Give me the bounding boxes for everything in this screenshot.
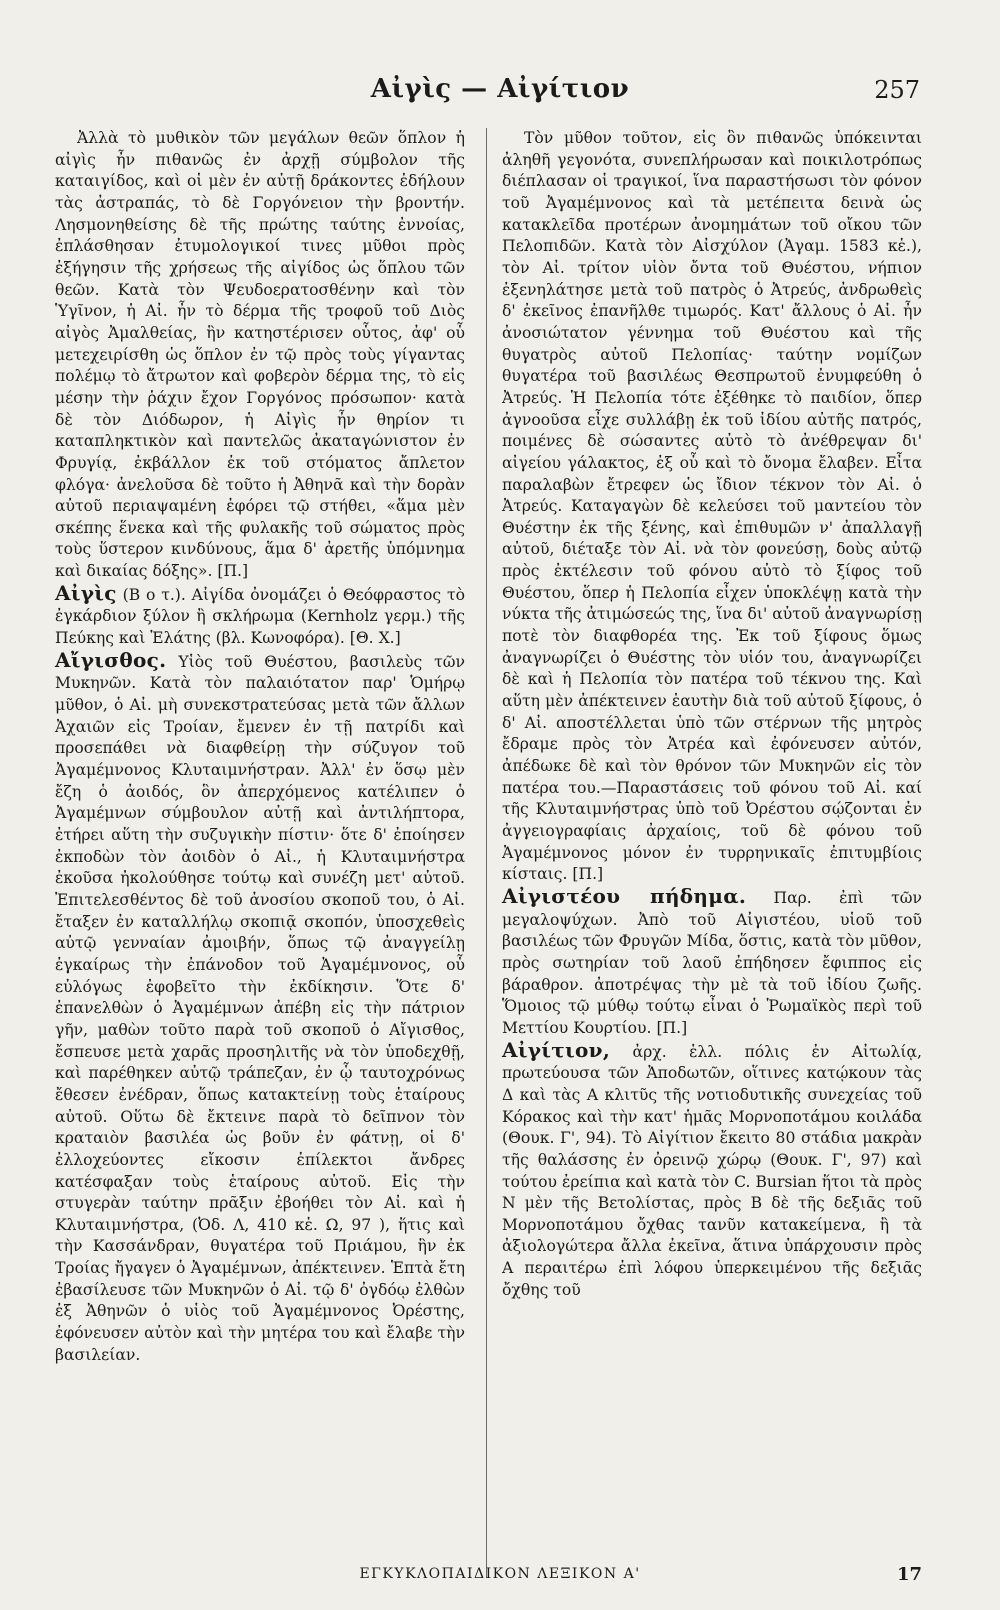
headword: Αἰγιστέου πήδημα. (502, 883, 747, 908)
entry-aegisteou-pedema (502, 883, 922, 1040)
aegis-paragraph: Ἀλλὰ τὸ μυθικὸν τῶν μεγάλων θεῶν ὅπλον ἡ αἰγὶς ἦν πιθανῶς ἐν ἀρχῇ σύμβολον τῆς καταιγίδος, καὶ οἱ μὲν ἐν αὐτῇ δράκοντες ἐδήλουν τὰς ἀστραπάς, τὸ δὲ Γοργόνειον τὴν βροντήν. Λησμονηθείσης δὲ τῆς πρώτης ταύτης ἐννοίας, ἐπλάσθησαν ἐτυμολογικοί τινες μῦθοι πρὸς ἐξήγησιν τῆς χρήσεως τῆς αἰγίδος ὡς ὅπλου τῶν θεῶν. Κατὰ τὸν Ψευδοερατοσθένην καὶ τὸν Ὑγῖνον, ἡ Αἰ. ἦν τὸ δέρμα τῆς τροφοῦ τοῦ Διὸς αἰγὸς Ἀμαλθείας, ἣν κατηστέρισεν οὗτος, ἀφ' οὗ μετεχειρίσθη ὡς ὅπλον ἐν τῷ πρὸς τοὺς γίγαντας πολέμῳ τὸ ἄτρωτον καὶ φοβερὸν δέρμα της, τὸ εἰς μέσην τὴν ῥάχιν ἔχον Γοργόνος πρόσωπον· κατὰ δὲ τὸν Διόδωρον, ἡ Αἰγὶς ἦν θηρίον τι καταπληκτικὸν καὶ παντελῶς ἀκαταγώνιστον ἐν Φρυγίᾳ, ἐκβάλλον ἐκ τοῦ στόματος ἄπλετον φλόγα· ἀνελοῦσα δὲ τοῦτο ἡ Ἀθηνᾶ καὶ τὴν δορὰν αὐτοῦ περιαψαμένη ἐφόρει τῷ στήθει, «ἅμα μὲν σκέπης ἕνεκα καὶ τῆς φυλακῆς τοῦ σώματος πρὸς τοὺς ὕστερον κινδύνους, ἅμα δ' ἀρετῆς ὑπόμνημα καὶ δικαίας δόξης». [Π.] (55, 129, 465, 581)
entry-text: Παρ. ἐπὶ τῶν μεγαλοψύχων. Ἀπὸ τοῦ Αἰγιστέου, υἱοῦ τοῦ βασιλέως τῶν Φρυγῶν Μίδα, ὅστις, κατὰ τὸν μῦθον, πρὸς σωτηρίαν τοῦ λαοῦ ἐπήδησεν ἔφιππος εἰς βάραθρον. ἀποτρέψας τὴν μὲ τὰ τοῦ ἰδίου ζωῆς. Ὅμοιος τῷ μύθῳ τούτῳ εἶναι ὁ Ῥωμαϊκὸς περὶ τοῦ Μεττίου Κουρτίου. [Π.] (502, 888, 922, 1037)
headword: Αἴγισθος. (55, 647, 167, 672)
page-number: 257 (874, 76, 920, 104)
entry-aegitium (502, 1037, 922, 1302)
entry-text: (Β ο τ.). Αἰγίδα ὀνομάζει ὁ Θεόφραστος τὸ ἐγκάρδιον ξύλον ἢ σκλήρωμα (Kernholz γερμ.) τῆς Πεύκης καὶ Ἐλάτης (βλ. Κωνοφόρα). [Θ. Χ.] (55, 585, 465, 648)
footer-title: ΕΓΚΥΚΛΟΠΑΙΔΙΚΟΝ ΛΕΞΙΚΟΝ Α' (359, 1566, 641, 1582)
aegisthus-continued-paragraph: Τὸν μῦθον τοῦτον, εἰς ὃν πιθανῶς ὑπόκεινται ἀληθῆ γεγονότα, συνεπλήρωσαν καὶ ποικιλοτρόπως διέπλασαν οἱ τραγικοί, ἵνα παραστήσωσι τὸν φόνον τοῦ Ἀγαμέμνονος καὶ τὰ μετέπειτα δεινὰ ὡς κατακλεῖδα προτέρων ἀνομημάτων τοῦ οἴκου τῶν Πελοπιδῶν. Κατὰ τὸν Αἰσχύλον (Ἀγαμ. 1583 κἑ.), τὸν Αἰ. τρίτον υἱὸν ὄντα τοῦ Θυέστου, νήπιον ἐξενηλάτησε μετὰ τοῦ πατρὸς ὁ Ἀτρεύς, ἀνδρωθεὶς δ' ἐκεῖνος ἐπανῆλθε τιμωρός. Κατ' ἄλλους ὁ Αἰ. ἦν ἀνοσιώτατον γέννημα τοῦ Θυέστου καὶ τῆς θυγατρὸς αὐτοῦ Πελοπίας· ταύτην νομίζων θυγατέρα τοῦ βασιλέως Θεσπρωτοῦ ἐνυμφεύθη ὁ Ἀτρεύς. Ἡ Πελοπία τότε ἐξέθηκε τὸ παιδίον, ὅπερ ἀγνοοῦσα εἶχε συλλάβῃ ἐκ τοῦ ἰδίου αὐτῆς πατρός, ποιμένες δὲ σώσαντες αὐτὸ τὸ ἀνέθρεψαν δι' αἰγείου γάλακτος, ἐξ οὗ καὶ τὸ ὄνομα ἔλαβεν. Εἶτα παραλαβὼν ἔτρεφεν ὡς ἴδιον τέκνον τὸν Αἰ. ὁ Ἀτρεύς. Καταγαγὼν δὲ κελεύσει τοῦ μαντείου τὸν Θυέστην ἐκ τῆς ξένης, καὶ ἐπιθυμῶν ν' ἀπαλλαγῇ αὐτοῦ, διέταξε τὸν Αἰ. νὰ τὸν φονεύσῃ, δοὺς αὐτῷ πρὸς ἐκτέλεσιν τοῦ φόνου αὐτὸ τὸ ξίφος τοῦ Θυέστου, ὅπερ ἡ Πελοπία εἶχεν ὑποκλέψῃ κατὰ τὴν νύκτα τῆς ἀτιμώσεώς της, ἵνα δι' αὐτοῦ ἀναγνωρίσῃ ποτὲ τὸν διαφθορέα της. Ἐκ τοῦ ξίφους ὅμως ἀναγνωρίζει ὁ Θυέστης τὸν υἱόν του, ἀναγνωρίζει δὲ καὶ ἡ Πελοπία τὸν πατέρα τοῦ τέκνου της. Καὶ αὕτη μὲν ἀπέκτεινεν ἑαυτὴν διὰ τοῦ αὐτοῦ ξίφους, ὁ δ' Αἰ. αποστέλλεται ὑπὸ τῶν στέρνων τῆς μητρὸς ἔδραμε πρὸς τὸν Ἀτρέα καὶ ἐφόνευσεν αὐτόν, ἀπέδωκε δὲ καὶ τὸν θρόνον τῶν Μυκηνῶν εἰς τὸν πατέρα του.—Παραστάσεις τοῦ φόνου τοῦ Αἰ. καί τῆς Κλυταιμνήστρας ὑπὸ τοῦ Ὀρέστου σῴζονται ἐν ἀγγειογραφίαις ἀρχαίοις, τοῦ δὲ φόνου τοῦ Ἀγαμέμνονος μόνον ἐν τυρρηνικαῖς ἐπιτυμβίοις κίσταις. [Π.] (502, 129, 922, 884)
signature-mark: 17 (896, 1564, 922, 1585)
left-column (55, 128, 465, 1366)
running-head (0, 70, 1000, 110)
entry-aegis-botany (55, 580, 465, 650)
headword: Αἰγίτιον, (502, 1037, 611, 1062)
entry-aegisthus (55, 647, 465, 1367)
page-footer (0, 1560, 1000, 1590)
right-column (502, 128, 922, 1301)
entry-text: ἀρχ. ἑλλ. πόλις ἐν Αἰτωλίᾳ, πρωτεύουσα τῶν Ἀποδωτῶν, οἵτινες κατῴκουν τὰς Δ καὶ τὰς Α κλιτῦς τῆς νοτιοδυτικῆς συνεχείας τοῦ Κόρακος καὶ τὴν κατ' ἡμᾶς Μορνοποτάμου κοιλάδα (Θουκ. Γ', 94). Τὸ Αἰγίτιον ἔκειτο 80 στάδια μακρὰν τῆς θαλάσσης ἐν ὀρεινῷ χώρῳ (Θουκ. Γ', 97) καὶ τούτου ἐρείπια καὶ κατὰ τὸν C. Bursian ἥτοι τὰ πρὸς Ν μὲν τῆς Βετολίστας, πρὸς Β δὲ τῆς δεξιᾶς τοῦ Μορνοποτάμου ὄχθας τανῦν κατακείμενα, ἢ τὰ ἀξιολογώτερα ἄλλα ἐκεῖνα, ἅτινα ὑπάρχουσιν πρὸς Α περαιτέρω ἐπὶ λόφου ὑπερκειμένου τῆς δεξιᾶς ὄχθης τοῦ (502, 1042, 922, 1299)
running-title: Αἰγὶς — Αἰγίτιον (370, 74, 630, 104)
entry-text: Υἱὸς τοῦ Θυέστου, βασιλεὺς τῶν Μυκηνῶν. Κατὰ τὸν παλαιότατον παρ' Ὁμήρῳ μῦθον, ὁ Αἰ. μὴ συνεκστρατεύσας μετὰ τῶν ἄλλων Ἀχαιῶν εἰς Τροίαν, ἔμενεν ἐν τῇ πατρίδι καὶ προσεπάθει νὰ διαφθείρῃ τὴν σύζυγον τοῦ Ἀγαμέμνονος Κλυταιμνήστραν. Ἀλλ' ἐν ὅσῳ μὲν ἔζη ὁ ἀοιδός, ὃν ἀπερχόμενος κατέλιπεν ὁ Ἀγαμέμνων σύμβουλον αὐτῇ καὶ ἀντιλήπτορα, ἐτήρει αὕτη τὴν συζυγικὴν πίστιν· ὅτε δ' ἐποίησεν ἐκποδὼν τὸν ἀοιδὸν ὁ Αἰ., ἡ Κλυταιμνήστρα ἐκοῦσα ἠκολούθησε τούτῳ καὶ συνέζη μετ' αὐτοῦ. Ἐπιτελεσθέντος δὲ τοῦ ἀνοσίου σκοποῦ του, ὁ Αἰ. ἔταξεν ἐν καταλλήλῳ σκοπιᾷ σκοπόν, ὑποσχεθεὶς αὐτῷ γενναίαν ἀμοιβήν, ὅπως τῷ ἀναγγείλῃ ἐγκαίρως τὴν ἐπάνοδον τοῦ Ἀγαμέμνονος, οὗ εὐλόγως ἐφοβεῖτο τὴν ἐκδίκησιν. Ὅτε δ' ἐπανελθὼν ὁ Ἀγαμέμνων ἀπέβη εἰς τὴν πάτριον γῆν, μαθὼν τοῦτο παρὰ τοῦ σκοποῦ ὁ Αἴγισθος, ἔσπευσε μετὰ χαρᾶς προσηλιτῆς νὰ τὸν ὑποδεχθῇ, καὶ παρέθηκεν αὐτῷ τράπεζαν, ἐν ᾧ ταυτοχρόνως ἔθεσεν ἐνέδραν, ὅπως κατακτείνῃ τοὺς ἑταίρους αὐτοῦ. Οὕτω δὲ ἔκτεινε παρὰ τὸ δεῖπνον τὸν κραταιὸν βασιλέα ὡς βοῦν ἐν φάτνῃ, οἱ δ' ἐλλοχεύοντες εἴκοσιν ἐπίλεκτοι ἄνδρες κατέσφαξαν τοὺς ἑταίρους αὐτοῦ. Εἰς τὴν στυγερὰν ταύτην πρᾶξιν ἐβοήθει τὸν Αἰ. καὶ ἡ Κλυταιμνήστρα, (Ὀδ. Λ, 410 κἑ. Ω, 97 ), ἥτις καὶ τὴν Κασσάνδραν, θυγατέρα τοῦ Πριάμου, ἣν ἐκ Τροίας ἤγαγεν ὁ Ἀγαμέμνων, ἀπέκτεινεν. Ἑπτὰ ἔτη ἐβασίλευσε τῶν Μυκηνῶν ὁ Αἰ. τῷ δ' ὀγδόῳ ἐλθὼν ἐξ Ἀθηνῶν ὁ υἱὸς τοῦ Ἀγαμέμνονος Ὀρέστης, ἐφόνευσεν αὐτὸν καὶ τὴν μητέρα του καὶ ἔλαβε τὴν βασιλείαν. (55, 652, 465, 1364)
headword: Αἰγὶς (55, 580, 117, 605)
column-divider (486, 128, 487, 1578)
